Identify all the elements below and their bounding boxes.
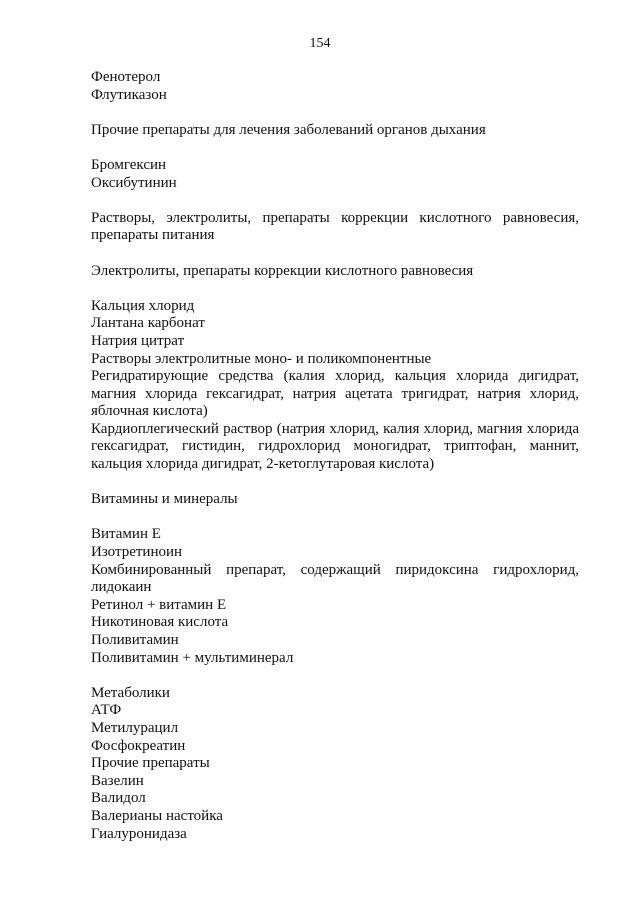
list-item: Бромгексин <box>91 156 167 173</box>
list-item: Изотретиноин <box>91 544 183 561</box>
list-item: Метилурацил <box>91 719 179 736</box>
list-item: Кальция хлорид <box>91 297 195 314</box>
section-heading: Прочие препараты для лечения заболеваний органов дыхания <box>91 121 486 138</box>
list-item: Поливитамин + мультиминерал <box>91 649 294 666</box>
list-item: Гиалуронидаза <box>91 825 187 842</box>
section-heading: Метаболики <box>91 684 170 701</box>
list-item: Вазелин <box>91 772 144 789</box>
list-item: Флутиказон <box>91 86 167 103</box>
list-item: Никотиновая кислота <box>91 614 229 631</box>
list-item: Растворы электролитные моно- и поликомпонентные <box>91 350 432 367</box>
list-item: Валерианы настойка <box>91 807 223 824</box>
list-item: Фенотерол <box>91 69 161 85</box>
section-heading: Электролиты, препараты коррекции кислотного равновесия <box>91 262 474 279</box>
list-item: Валидол <box>91 790 146 807</box>
section-heading: Витамины и минералы <box>91 491 238 508</box>
list-item: Лантана карбонат <box>91 315 205 332</box>
list-item: Фосфокреатин <box>91 737 186 754</box>
section-heading: Растворы, электролиты, препараты коррекции кислотного равновесия, препараты питания <box>91 209 579 244</box>
document-body <box>91 69 579 843</box>
list-item: Поливитамин <box>91 632 179 648</box>
list-item: Оксибутинин <box>91 174 177 191</box>
page-number: 154 <box>309 36 331 51</box>
section-heading: Прочие препараты <box>91 755 210 772</box>
list-item: Регидратирующие средства (калия хлорид, кальция хлорида дигидрат, магния хлорида гексагидрат, натрия ацетата тригидрат, натрия хлорид, яблочная кислота) <box>91 368 579 420</box>
list-item: Натрия цитрат <box>91 332 185 349</box>
list-item: Кардиоплегический раствор (натрия хлорид, калия хлорид, магния хлорида гексагидрат, гистидин, гидрохлорид моногидрат, триптофан, маннит, кальция хлорида дигидрат, 2-кетоглутаровая кислота) <box>91 420 579 473</box>
list-item: Ретинол + витамин Е <box>91 596 227 613</box>
list-item: Комбинированный препарат, содержащий пиридоксина гидрохлорид, лидокаин <box>91 561 579 596</box>
list-item: Витамин Е <box>91 526 161 543</box>
list-item: АТФ <box>91 702 122 719</box>
